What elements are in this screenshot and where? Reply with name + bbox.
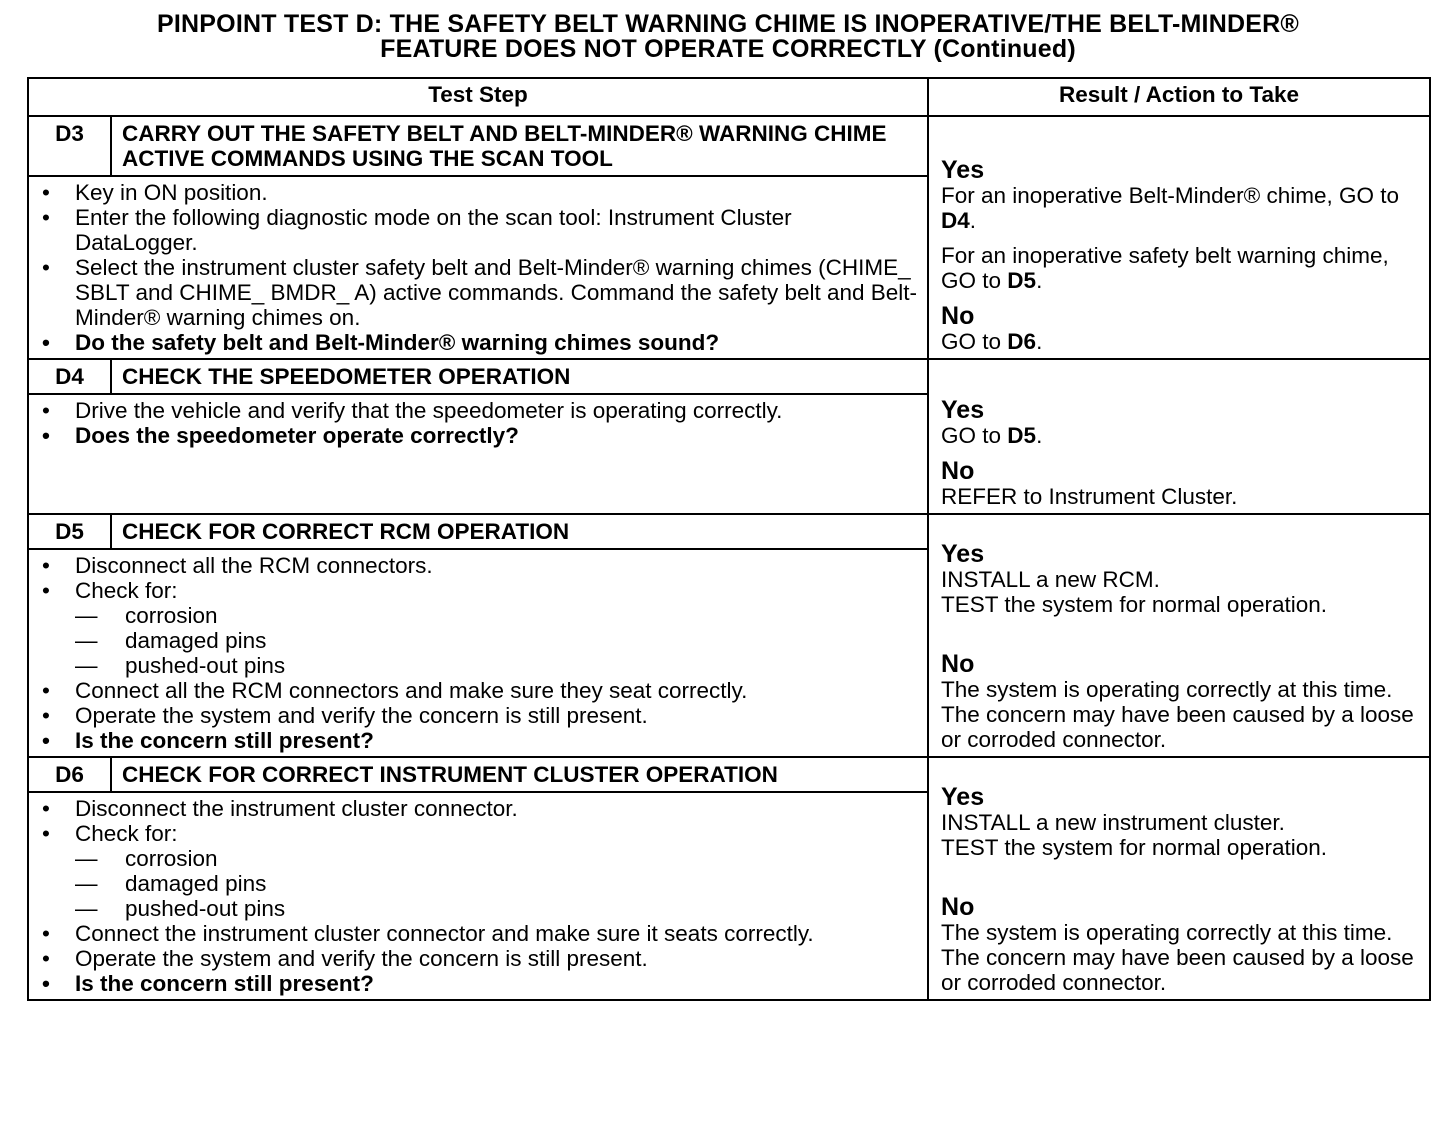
title-line-1: PINPOINT TEST D: THE SAFETY BELT WARNING CHIME IS INOPERATIVE/THE BELT-MINDER® xyxy=(157,10,1299,38)
step-d3-heading: CARRY OUT THE SAFETY BELT AND BELT-MINDER® WARNING CHIME ACTIVE COMMANDS USING THE SCAN TOOL xyxy=(111,116,928,176)
list-item: • Check for: — corrosion — damaged pins — pushed-out pins xyxy=(42,578,917,678)
d3-no-text: GO to D6. xyxy=(941,329,1043,354)
d3-yes-label: Yes xyxy=(941,156,985,184)
d5-no-text: The system is operating correctly at this time. The concern may have been caused by a loose or corroded connector. xyxy=(941,677,1414,752)
step-d6-question: • Is the concern still present? xyxy=(42,971,917,996)
d3-no-label: No xyxy=(941,302,975,330)
d3-yes-text-1: For an inoperative Belt-Minder® chime, GO to D4. xyxy=(941,183,1400,233)
column-header-result: Result / Action to Take xyxy=(928,78,1430,116)
list-item: • Connect all the RCM connectors and make sure they seat correctly. xyxy=(42,678,917,703)
title-line-2: FEATURE DOES NOT OPERATE CORRECTLY (Continued) xyxy=(380,35,1076,63)
list-item: — corrosion xyxy=(75,603,917,628)
step-d5-body xyxy=(28,549,928,757)
list-item: • Operate the system and verify the concern is still present. xyxy=(42,946,917,971)
column-header-test-step: Test Step xyxy=(28,78,928,116)
d4-no-text: REFER to Instrument Cluster. xyxy=(941,484,1238,509)
d6-yes-line-1: INSTALL a new instrument cluster. xyxy=(941,810,1285,835)
step-d6-heading: CHECK FOR CORRECT INSTRUMENT CLUSTER OPERATION xyxy=(111,757,928,792)
d5-no-label: No xyxy=(941,650,975,678)
list-item: — pushed-out pins xyxy=(75,896,917,921)
list-item: • Select the instrument cluster safety belt and Belt-Minder® warning chimes (CHIME_ SBLT and CHIME_ BMDR_ A) active commands. Command the safety belt and Belt-Minder® warning chimes on. xyxy=(42,255,917,330)
list-item: • Enter the following diagnostic mode on the scan tool: Instrument Cluster DataLogger. xyxy=(42,205,917,255)
list-item: • Connect the instrument cluster connector and make sure it seats correctly. xyxy=(42,921,917,946)
step-d5-heading-row xyxy=(28,514,1430,549)
d6-yes-label: Yes xyxy=(941,783,985,811)
list-item: • Key in ON position. xyxy=(42,180,917,205)
step-d6-result xyxy=(928,757,1430,1000)
d5-yes-line-2: TEST the system for normal operation. xyxy=(941,592,1328,617)
step-d4-question: • Does the speedometer operate correctly? xyxy=(42,423,917,448)
list-item: — pushed-out pins xyxy=(75,653,917,678)
list-item: • Disconnect the instrument cluster connector. xyxy=(42,796,917,821)
d4-yes-text: GO to D5. xyxy=(941,423,1043,448)
table-header-row xyxy=(28,78,1430,116)
step-id-d3: D3 xyxy=(28,116,111,176)
step-d5-heading: CHECK FOR CORRECT RCM OPERATION xyxy=(111,514,928,549)
d6-yes-line-2: TEST the system for normal operation. xyxy=(941,835,1328,860)
step-d3-heading-row xyxy=(28,116,1430,176)
pinpoint-test-table xyxy=(27,77,1431,1001)
step-id-d5: D5 xyxy=(28,514,111,549)
step-id-d4: D4 xyxy=(28,359,111,394)
step-d5-result xyxy=(928,514,1430,757)
list-item: — corrosion xyxy=(75,846,917,871)
list-item: — damaged pins xyxy=(75,871,917,896)
step-d3-question: • Do the safety belt and Belt-Minder® warning chimes sound? xyxy=(42,330,917,355)
d6-no-label: No xyxy=(941,893,975,921)
list-item: • Disconnect all the RCM connectors. xyxy=(42,553,917,578)
step-d4-body xyxy=(28,394,928,514)
page-title xyxy=(0,12,1456,62)
step-d5-question: • Is the concern still present? xyxy=(42,728,917,753)
step-d4-heading-row xyxy=(28,359,1430,394)
list-item: — damaged pins xyxy=(75,628,917,653)
step-d6-heading-row xyxy=(28,757,1430,792)
list-item: • Check for: — corrosion — damaged pins — pushed-out pins xyxy=(42,821,917,921)
step-d4-heading: CHECK THE SPEEDOMETER OPERATION xyxy=(111,359,928,394)
step-d6-body xyxy=(28,792,928,1000)
step-id-d6: D6 xyxy=(28,757,111,792)
list-item: • Operate the system and verify the concern is still present. xyxy=(42,703,917,728)
step-d4-result xyxy=(928,359,1430,514)
d6-no-text: The system is operating correctly at this time. The concern may have been caused by a loose or corroded connector. xyxy=(941,920,1414,995)
d3-yes-text-2: For an inoperative safety belt warning chime, GO to D5. xyxy=(941,243,1389,293)
step-d3-result xyxy=(928,116,1430,359)
d4-no-label: No xyxy=(941,457,975,485)
list-item: • Drive the vehicle and verify that the speedometer is operating correctly. xyxy=(42,398,917,423)
d5-yes-line-1: INSTALL a new RCM. xyxy=(941,567,1160,592)
step-d3-body xyxy=(28,176,928,359)
d5-yes-label: Yes xyxy=(941,540,985,568)
d4-yes-label: Yes xyxy=(941,396,985,424)
